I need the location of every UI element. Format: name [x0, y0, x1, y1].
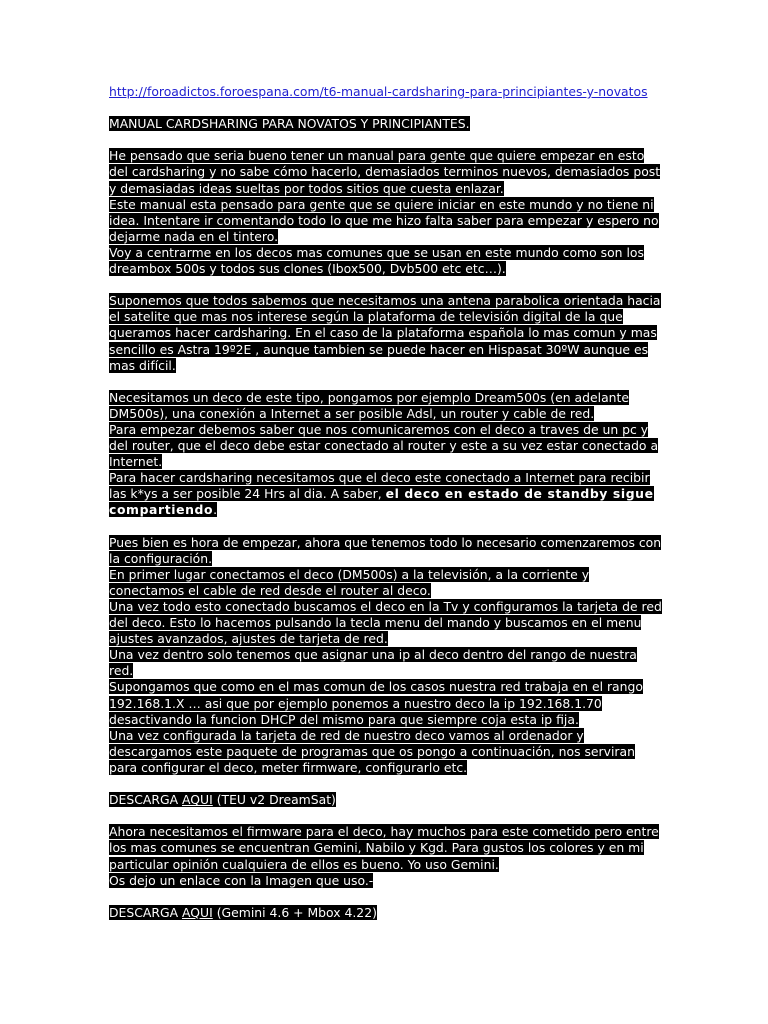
text-line: sencillo es Astra 19º2E , aunque tambien se puede hacer en Hispasat 30ºW aunque es: [109, 341, 649, 357]
text-line: Necesitamos un deco de este tipo, pongamos por ejemplo Dream500s (en adelante: [109, 389, 629, 405]
text-line: .: [213, 502, 218, 518]
text-line: Este manual esta pensado para gente que se quiere iniciar en este mundo y no tiene ni: [109, 196, 654, 212]
text-line: Internet.: [109, 454, 163, 470]
text-line: desactivando la funcion DHCP del mismo para que siempre coja esta ip fija.: [109, 711, 579, 727]
text-line: Ahora necesitamos el firmware para el deco, hay muchos para este cometido pero entre: [109, 824, 659, 840]
download-link-gemini[interactable]: AQUI: [182, 904, 213, 920]
source-link[interactable]: http://foroadictos.foroespana.com/t6-manual-cardsharing-para-principiantes-y-novatos: [109, 84, 648, 99]
text-line: el satelite que mas nos interese según la plataforma de televisión digital de la que: [109, 309, 623, 325]
text-line: Una vez dentro solo tenemos que asignar una ip al deco dentro del rango de nuestra: [109, 647, 637, 663]
text-line: dejarme nada en el tintero.: [109, 228, 279, 244]
text-line: Una vez configurada la tarjeta de red de nuestro deco vamos al ordenador y: [109, 727, 584, 743]
text-line: queramos hacer cardsharing. En el caso de la plataforma española lo mas comun y mas: [109, 325, 657, 341]
text-line: Supongamos que como en el mas comun de los casos nuestra red trabaja en el rango: [109, 679, 643, 695]
paragraph-antenna: [109, 293, 661, 373]
text-line: del cardsharing y no sabe cómo hacerlo, demasiados terminos nuevos, demasiados post: [109, 164, 661, 180]
text-line: la configuración.: [109, 550, 213, 566]
text-line: Pues bien es hora de empezar, ahora que tenemos todo lo necesario comenzaremos con: [109, 534, 662, 550]
text-line: En primer lugar conectamos el deco (DM500s) a la televisión, a la corriente y: [109, 566, 590, 582]
text-line: Suponemos que todos sabemos que necesitamos una antena parabolica orientada hacia: [109, 293, 661, 309]
text-line: para configurar el deco, meter firmware, configurarlo etc.: [109, 759, 468, 775]
download-label: DESCARGA: [109, 904, 182, 920]
text-line: particular opinión cualquiera de ellos es bueno. Yo uso Gemini.: [109, 856, 499, 872]
text-line: Voy a centrarme en los decos mas comunes que se usan en este mundo como son los: [109, 244, 644, 260]
text-line: 192.168.1.X … asi que por ejemplo ponemos a nuestro deco la ip 192.168.1.70: [109, 695, 602, 711]
document-body: [109, 84, 661, 921]
download-gemini: [109, 905, 661, 921]
text-line: las k*ys a ser posible 24 Hrs al dia. A saber,: [109, 486, 386, 502]
text-line: mas difícil.: [109, 357, 176, 373]
text-line: dreambox 500s y todos sus clones (Ibox500, Dvb500 etc etc…).: [109, 261, 506, 277]
text-line: Os dejo un enlace con la Imagen que uso.-: [109, 872, 374, 888]
paragraph-deco: [109, 390, 661, 519]
text-line: conectamos el cable de red desde el router al deco.: [109, 582, 431, 598]
download-description: (Gemini 4.6 + Mbox 4.22): [212, 904, 377, 920]
text-line: Una vez todo esto conectado buscamos el deco en la Tv y configuramos la tarjeta de red: [109, 599, 662, 614]
download-label: DESCARGA: [109, 792, 182, 808]
text-line: descargamos este paquete de programas que os pongo a continuación, nos serviran: [109, 743, 635, 759]
text-line: del deco. Esto lo hacemos pulsando la tecla menu del mando y buscamos en el menu: [109, 615, 642, 631]
text-line: DM500s), una conexión a Internet a ser posible Adsl, un router y cable de red.: [109, 405, 595, 421]
document-title: MANUAL CARDSHARING PARA NOVATOS Y PRINCIPIANTES.: [109, 116, 470, 132]
paragraph-intro: [109, 148, 661, 277]
paragraph-config: [109, 535, 661, 776]
bold-text: el deco en estado de standby sigue: [385, 486, 654, 502]
download-description: (TEU v2 DreamSat): [212, 792, 336, 808]
paragraph-firmware: [109, 824, 661, 888]
text-line: ajustes avanzados, ajustes de tarjeta de red.: [109, 631, 388, 647]
text-line: los mas comunes se encuentran Gemini, Nabilo y Kgd. Para gustos los colores y en mi: [109, 840, 644, 856]
text-line: He pensado que seria bueno tener un manual para gente que quiere empezar en esto: [109, 148, 645, 164]
text-line: Para empezar debemos saber que nos comunicaremos con el deco a traves de un pc y: [109, 421, 649, 437]
download-teu: [109, 792, 661, 808]
text-line: del router, que el deco debe estar conectado al router y este a su vez estar conectado a: [109, 438, 659, 454]
bold-text: compartiendo: [109, 502, 214, 518]
text-line: y demasiadas ideas sueltas por todos sitios que cuesta enlazar.: [109, 180, 504, 196]
text-line: red.: [109, 663, 134, 679]
text-line: idea. Intentare ir comentando todo lo que me hizo falta saber para empezar y espero no: [109, 212, 659, 228]
text-line: Para hacer cardsharing necesitamos que el deco este conectado a Internet para recibir: [109, 470, 650, 486]
download-link-teu[interactable]: AQUI: [182, 792, 213, 808]
